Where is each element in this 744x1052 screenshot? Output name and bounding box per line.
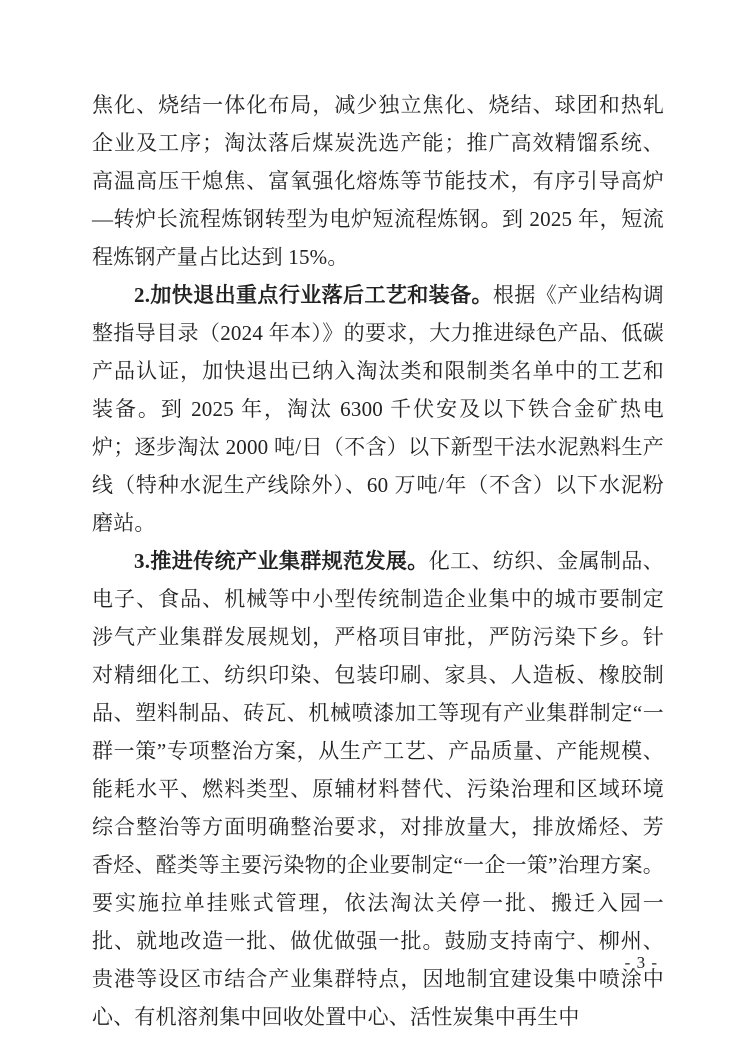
document-body — [92, 86, 664, 1036]
paragraph-heading: 3.推进传统产业集群规范发展。 — [134, 549, 429, 573]
paragraph — [92, 86, 664, 276]
paragraph-body: 化工、纺织、金属制品、电子、食品、机械等中小型传统制造企业集中的城市要制定涉气产业集群发展规划，严格项目审批，严防污染下乡。针对精细化工、纺织印染、包装印刷、家具、人造板、橡胶制品、塑料制品、砖瓦、机械喷漆加工等现有产业集群制定“一群一策”专项整治方案，从生产工艺、产品质量、产能规模、能耗水平、燃料类型、原辅材料替代、污染治理和区域环境综合整治等方面明确整治要求，对排放量大，排放烯烃、芳香烃、醛类等主要污染物的企业要制定“一企一策”治理方案。要实施拉单挂账式管理，依法淘汰关停一批、搬迁入园一批、就地改造一批、做优做强一批。鼓励支持南宁、柳州、贵港等设区市结合产业集群特点，因地制宜建设集中喷涂中心、有机溶剂集中回收处置中心、活性炭集中再生中 — [92, 549, 665, 1029]
paragraph-heading: 2.加快退出重点行业落后工艺和装备。 — [134, 283, 493, 307]
paragraph-body: 根据《产业结构调整指导目录（2024 年本）》的要求，大力推进绿色产品、低碳产品认证，加快退出已纳入淘汰类和限制类名单中的工艺和装备。到 2025 年，淘汰 6300 千伏安及以下铁合金矿热电炉；逐步淘汰 2000 吨/日（不含）以下新型干法水泥熟料生产线（特种水泥生产线除外）、60 万吨/年（不含）以下水泥粉磨站。 — [92, 283, 664, 535]
page-number: - 3 - — [624, 953, 658, 972]
paragraph — [92, 276, 664, 542]
paragraph — [92, 542, 664, 1036]
paragraph-body: 焦化、烧结一体化布局，减少独立焦化、烧结、球团和热轧企业及工序；淘汰落后煤炭洗选产能；推广高效精馏系统、高温高压干熄焦、富氧强化熔炼等节能技术，有序引导高炉—转炉长流程炼钢转型为电炉短流程炼钢。到 2025 年，短流程炼钢产量占比达到 15%。 — [92, 93, 664, 269]
